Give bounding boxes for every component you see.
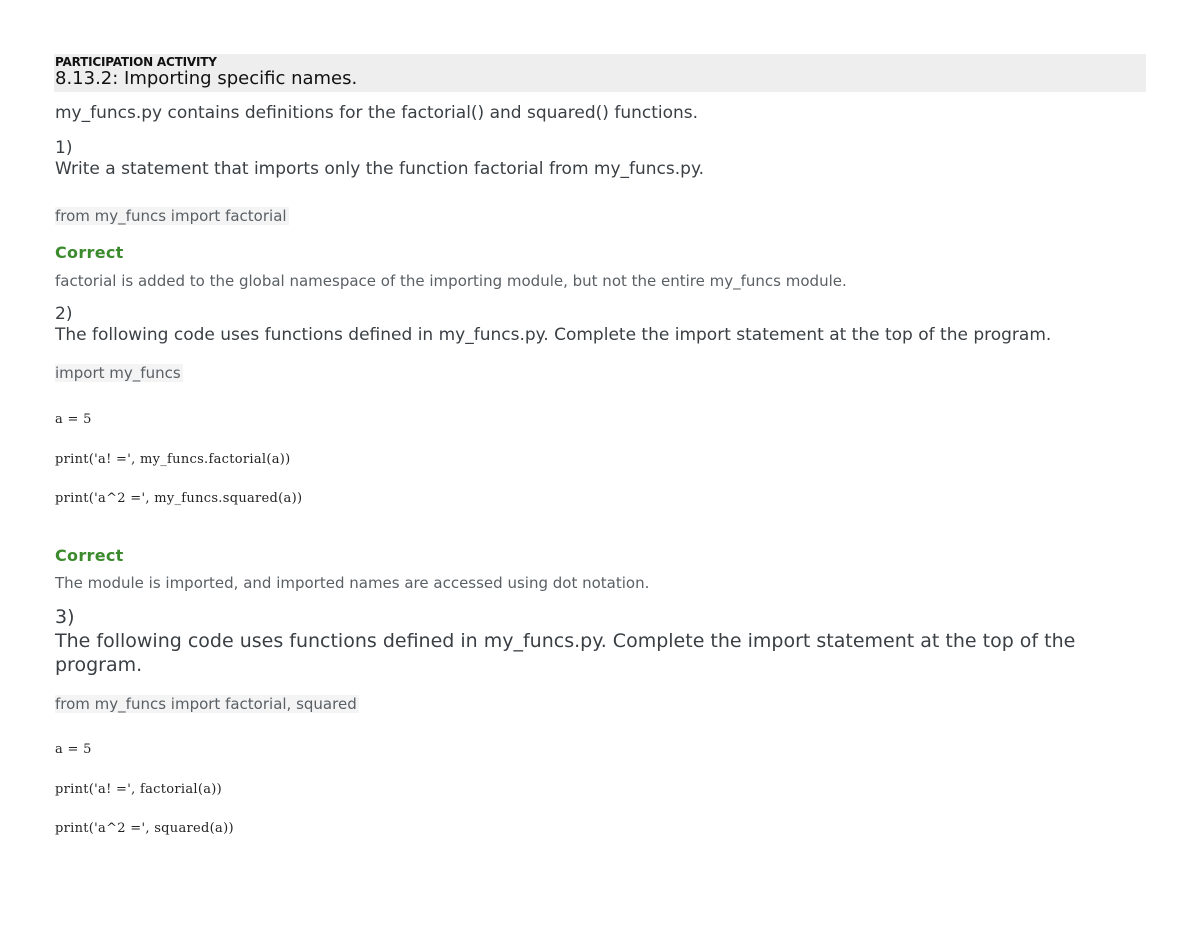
activity-header bbox=[54, 54, 1146, 92]
question-2-explanation: The module is imported, and imported names are accessed using dot notation. bbox=[55, 574, 650, 592]
question-3-code-line: print('a! =', factorial(a)) bbox=[55, 782, 223, 797]
question-1-number: 1) bbox=[55, 138, 73, 158]
question-1-explanation: factorial is added to the global namespace of the importing module, but not the entire my_funcs module. bbox=[55, 272, 847, 290]
question-1-prompt: Write a statement that imports only the function factorial from my_funcs.py. bbox=[55, 159, 704, 179]
activity-intro: my_funcs.py contains definitions for the factorial() and squared() functions. bbox=[55, 103, 699, 123]
question-2-number: 2) bbox=[55, 304, 73, 324]
question-2-answer-input[interactable]: import my_funcs bbox=[55, 364, 181, 382]
question-3-code-line: a = 5 bbox=[55, 742, 92, 757]
question-3-number: 3) bbox=[55, 606, 75, 628]
question-1-answer-input[interactable]: from my_funcs import factorial bbox=[55, 207, 287, 225]
question-2-prompt: The following code uses functions defined in my_funcs.py. Complete the import statement at the top of the program. bbox=[55, 325, 1052, 345]
question-2-code-line: a = 5 bbox=[55, 412, 92, 427]
activity-title: 8.13.2: Importing specific names. bbox=[55, 68, 358, 89]
question-2-code-line: print('a^2 =', my_funcs.squared(a)) bbox=[55, 491, 303, 506]
activity-label: PARTICIPATION ACTIVITY bbox=[55, 55, 217, 69]
question-1-status: Correct bbox=[55, 243, 124, 262]
question-2-code-line: print('a! =', my_funcs.factorial(a)) bbox=[55, 452, 291, 467]
question-2-status: Correct bbox=[55, 546, 124, 565]
question-3-prompt: The following code uses functions defined in my_funcs.py. Complete the import statement at the top of the program. bbox=[55, 630, 1076, 676]
question-3-code-line: print('a^2 =', squared(a)) bbox=[55, 821, 234, 836]
question-3-answer-input[interactable]: from my_funcs import factorial, squared bbox=[55, 695, 357, 713]
